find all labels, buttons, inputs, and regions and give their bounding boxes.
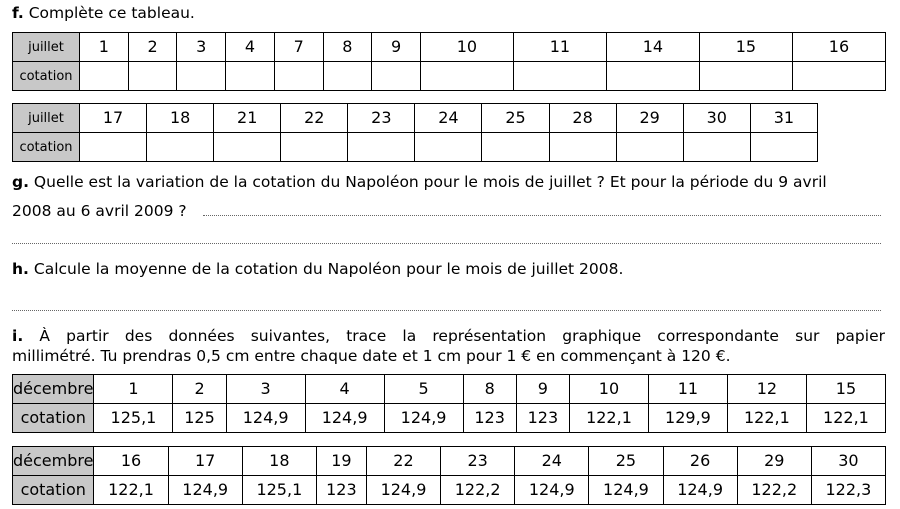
cotation-input-cell[interactable] (606, 62, 699, 91)
cotation-value-cell: 122,3 (811, 476, 885, 505)
cotation-value-cell: 125,1 (94, 404, 173, 433)
cotation-value-cell: 124,9 (226, 404, 305, 433)
cotation-input-cell[interactable] (513, 62, 606, 91)
question-h-label: h. (12, 260, 29, 278)
cotation-value-cell: 125 (173, 404, 226, 433)
cotation-value-cell: 122,2 (441, 476, 515, 505)
day-cell: 24 (515, 447, 589, 476)
row-label-cotation: cotation (13, 404, 94, 433)
question-g-line2 (12, 202, 187, 220)
cotation-input-cell[interactable] (683, 133, 750, 162)
cotation-input-cell[interactable] (549, 133, 616, 162)
cotation-input-cell[interactable] (348, 133, 415, 162)
cotation-input-cell[interactable] (372, 62, 421, 91)
cotation-value-cell: 123 (516, 404, 569, 433)
row-label-cotation: cotation (13, 62, 80, 91)
day-cell: 1 (80, 33, 129, 62)
day-cell: 7 (274, 33, 323, 62)
day-cell: 4 (226, 33, 275, 62)
cotation-value-cell: 129,9 (648, 404, 727, 433)
cotation-value-cell: 123 (463, 404, 516, 433)
cotation-input-cell[interactable] (80, 133, 147, 162)
question-g-text1: Quelle est la variation de la cotation du Napoléon pour le mois de juillet ? Et pour la période du 9 avril (33, 173, 827, 191)
cotation-input-cell[interactable] (80, 62, 129, 91)
row-label-cotation: cotation (13, 476, 94, 505)
question-h (12, 260, 623, 278)
table-juillet-1 (12, 32, 886, 91)
day-cell: 14 (606, 33, 699, 62)
row-label-juillet: juillet (13, 33, 80, 62)
cotation-value-cell: 122,1 (806, 404, 885, 433)
question-i-text2: millimétré. Tu prendras 0,5 cm entre chaque date et 1 cm pour 1 € en commençant à 120 €. (12, 347, 731, 365)
day-cell: 29 (616, 104, 683, 133)
day-cell: 5 (384, 375, 463, 404)
cotation-input-cell[interactable] (281, 133, 348, 162)
question-f-text: Complète ce tableau. (28, 4, 195, 22)
day-cell: 9 (372, 33, 421, 62)
day-cell: 23 (441, 447, 515, 476)
cotation-input-cell[interactable] (482, 133, 549, 162)
cotation-value-cell: 124,9 (366, 476, 440, 505)
day-cell: 26 (663, 447, 737, 476)
cotation-input-cell[interactable] (750, 133, 817, 162)
day-cell: 3 (226, 375, 305, 404)
cotation-input-cell[interactable] (147, 133, 214, 162)
day-cell: 4 (305, 375, 384, 404)
day-cell: 15 (806, 375, 885, 404)
cotation-value-cell: 124,9 (589, 476, 663, 505)
cotation-input-cell[interactable] (323, 62, 372, 91)
day-cell: 11 (648, 375, 727, 404)
day-cell: 8 (463, 375, 516, 404)
day-cell: 18 (147, 104, 214, 133)
day-cell: 25 (482, 104, 549, 133)
day-cell: 2 (128, 33, 177, 62)
question-i-line1 (12, 326, 885, 346)
day-cell: 28 (549, 104, 616, 133)
day-cell: 16 (792, 33, 885, 62)
day-cell: 12 (727, 375, 806, 404)
day-cell: 2 (173, 375, 226, 404)
cotation-value-cell: 122,2 (737, 476, 811, 505)
cotation-value-cell: 124,9 (515, 476, 589, 505)
cotation-value-cell: 122,1 (727, 404, 806, 433)
cotation-input-cell[interactable] (420, 62, 513, 91)
cotation-value-cell: 122,1 (94, 476, 168, 505)
question-g-text2: 2008 au 6 avril 2009 ? (12, 202, 187, 220)
cotation-input-cell[interactable] (214, 133, 281, 162)
cotation-value-cell: 123 (316, 476, 366, 505)
day-cell: 15 (699, 33, 792, 62)
day-cell: 21 (214, 104, 281, 133)
table-decembre-2 (12, 446, 886, 505)
cotation-input-cell[interactable] (616, 133, 683, 162)
cotation-input-cell[interactable] (274, 62, 323, 91)
question-f-label: f. (12, 4, 24, 22)
question-g-line1 (12, 173, 827, 191)
day-cell: 11 (513, 33, 606, 62)
cotation-input-cell[interactable] (226, 62, 275, 91)
answer-line[interactable] (12, 310, 881, 311)
question-h-text: Calcule la moyenne de la cotation du Napoléon pour le mois de juillet 2008. (33, 260, 624, 278)
question-f (12, 4, 195, 22)
day-cell: 30 (683, 104, 750, 133)
day-cell: 16 (94, 447, 168, 476)
day-cell: 29 (737, 447, 811, 476)
day-cell: 19 (316, 447, 366, 476)
table-juillet-2 (12, 103, 818, 162)
day-cell: 30 (811, 447, 885, 476)
cotation-value-cell: 124,9 (384, 404, 463, 433)
row-label-decembre: décembre (13, 447, 94, 476)
cotation-input-cell[interactable] (415, 133, 482, 162)
cotation-value-cell: 122,1 (569, 404, 648, 433)
day-cell: 23 (348, 104, 415, 133)
day-cell: 9 (516, 375, 569, 404)
day-cell: 22 (366, 447, 440, 476)
day-cell: 22 (281, 104, 348, 133)
day-cell: 1 (94, 375, 173, 404)
question-g-label: g. (12, 173, 29, 191)
cotation-value-cell: 124,9 (168, 476, 242, 505)
table-decembre-1 (12, 374, 886, 433)
question-i (12, 326, 885, 366)
day-cell: 10 (420, 33, 513, 62)
cotation-input-cell[interactable] (177, 62, 226, 91)
day-cell: 25 (589, 447, 663, 476)
day-cell: 3 (177, 33, 226, 62)
day-cell: 24 (415, 104, 482, 133)
row-label-juillet: juillet (13, 104, 80, 133)
cotation-input-cell[interactable] (128, 62, 177, 91)
day-cell: 31 (750, 104, 817, 133)
day-cell: 17 (80, 104, 147, 133)
answer-line[interactable] (12, 243, 881, 244)
day-cell: 17 (168, 447, 242, 476)
question-i-text1: À partir des données suivantes, trace la représentation graphique correspondante sur papier (39, 327, 885, 345)
cotation-input-cell[interactable] (792, 62, 885, 91)
question-i-label: i. (12, 327, 24, 345)
cotation-input-cell[interactable] (699, 62, 792, 91)
day-cell: 10 (569, 375, 648, 404)
cotation-value-cell: 124,9 (663, 476, 737, 505)
day-cell: 8 (323, 33, 372, 62)
cotation-value-cell: 124,9 (305, 404, 384, 433)
cotation-value-cell: 125,1 (242, 476, 316, 505)
row-label-decembre: décembre (13, 375, 94, 404)
day-cell: 18 (242, 447, 316, 476)
answer-line[interactable] (203, 215, 881, 216)
row-label-cotation: cotation (13, 133, 80, 162)
